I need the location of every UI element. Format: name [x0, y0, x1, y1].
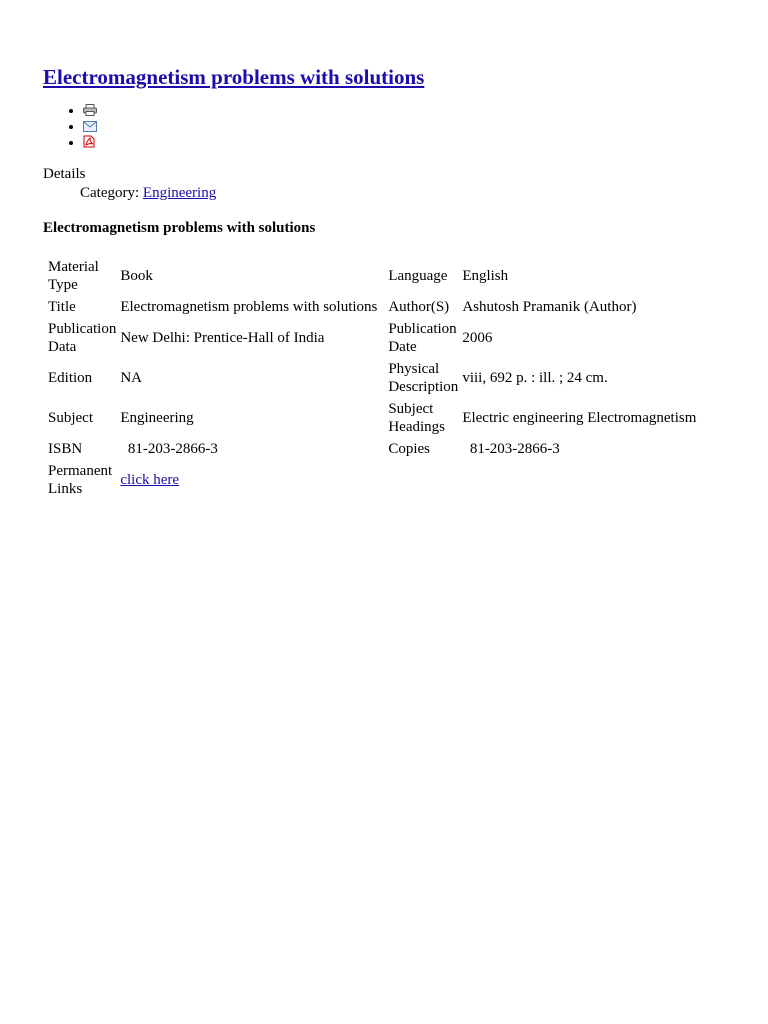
row-label: Publication Date [388, 321, 457, 355]
page [0, 0, 768, 501]
category-line [43, 184, 768, 203]
row-label: Material Type [48, 259, 99, 293]
empty-cell [461, 461, 703, 499]
empty-cell [387, 461, 459, 499]
row-label: Title [48, 299, 76, 315]
table-row [47, 359, 703, 397]
details-label: Details [43, 166, 86, 182]
pdf-icon[interactable] [83, 134, 95, 150]
title-link[interactable]: Electromagnetism problems with solutions [43, 65, 425, 89]
row-value: Electromagnetism problems with solutions [120, 299, 378, 315]
row-value: 81-203-2866-3 [462, 441, 560, 457]
row-label: ISBN [48, 441, 83, 457]
category-label: Category: [80, 185, 140, 201]
row-value: Electric engineering Electromagnetism [462, 410, 697, 426]
table-row [47, 257, 703, 295]
metadata-table [45, 255, 705, 501]
category-link[interactable]: Engineering [142, 185, 217, 201]
row-value: NA [120, 370, 142, 386]
row-label: Author(S) [388, 299, 450, 315]
table-row [47, 439, 703, 459]
row-label: Copies [388, 441, 430, 457]
row-label: Edition [48, 370, 93, 386]
table-row [47, 399, 703, 437]
article-subtitle: Electromagnetism problems with solutions [43, 220, 316, 236]
row-value: English [462, 268, 509, 284]
print-icon[interactable] [83, 102, 97, 118]
row-value: 2006 [462, 330, 493, 346]
row-label: Physical Description [388, 361, 459, 395]
row-value: New Delhi: Prentice-Hall of India [120, 330, 325, 346]
page-title [43, 0, 768, 92]
row-value: Engineering [120, 410, 194, 426]
row-label: Permanent Links [48, 463, 113, 497]
permanent-link[interactable]: click here [120, 472, 180, 488]
email-item [83, 118, 768, 134]
action-icons [43, 102, 768, 150]
pdf-item [83, 134, 768, 150]
details-block [43, 165, 768, 203]
row-value: 81-203-2866-3 [120, 441, 218, 457]
row-label: Subject Headings [388, 401, 445, 435]
row-label: Publication Data [48, 321, 117, 355]
table-row [47, 319, 703, 357]
row-label: Subject [48, 410, 93, 426]
row-value: Book [120, 268, 153, 284]
row-value: Ashutosh Pramanik (Author) [462, 299, 637, 315]
table-row [47, 461, 703, 499]
print-item [83, 102, 768, 118]
row-label: Language [388, 268, 448, 284]
table-row [47, 297, 703, 317]
email-icon[interactable] [83, 118, 97, 134]
row-value: viii, 692 p. : ill. ; 24 cm. [462, 370, 608, 386]
row-value [119, 461, 385, 499]
